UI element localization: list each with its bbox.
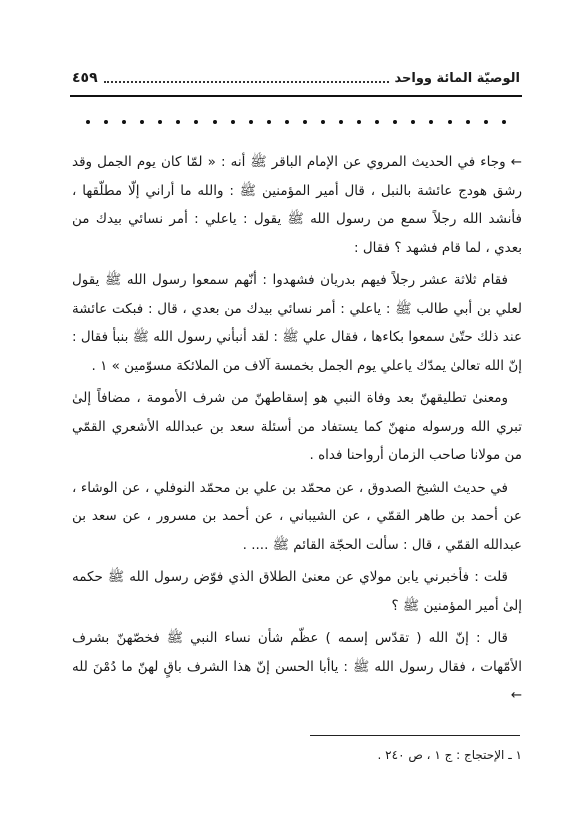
ornament-dot bbox=[249, 120, 253, 124]
ornament-dot bbox=[104, 120, 108, 124]
dot-ornament bbox=[86, 116, 506, 128]
page-number: ٤٥٩ bbox=[72, 70, 98, 86]
ornament-dot bbox=[303, 120, 307, 124]
ornament-dot bbox=[375, 120, 379, 124]
ornament-dot bbox=[339, 120, 343, 124]
dotted-leader bbox=[104, 81, 389, 83]
footnote-rule bbox=[310, 735, 520, 736]
ornament-dot bbox=[158, 120, 162, 124]
ornament-dot bbox=[448, 120, 452, 124]
ornament-dot bbox=[466, 120, 470, 124]
ornament-dot bbox=[285, 120, 289, 124]
chapter-title: الوصيّة المائة وواحد bbox=[394, 70, 520, 86]
paragraph-5: قلت : فأخبرني يابن مولاي عن معنىٰ الطلاق الذي فوّض رسول الله ﷺ حكمه إلىٰ أمير المؤمنين ﷺ ؟ bbox=[72, 569, 522, 614]
ornament-dot bbox=[502, 120, 506, 124]
paragraph-2: فقام ثلاثة عشر رجلاً فيهم بدريان فشهدوا : أنّهم سمعوا رسول الله ﷺ يقول لعلي بن أبي طالب ﷺ : ياعلي : أمر نسائي بيدك من بعدي ، قال : فبكت عائشة عند ذلك حتّىٰ سمعوا بكاءها ، فقال علي ﷺ : لقد أنبأني رسول الله ﷺ بنبأ فقال : إنّ الله تعالىٰ يمدّك ياعلي يوم الجمل بخمسة آلاف من الملائكة مسوّمين » ١ . bbox=[72, 272, 522, 374]
ornament-dot bbox=[86, 120, 90, 124]
ornament-dot bbox=[411, 120, 415, 124]
ornament-dot bbox=[194, 120, 198, 124]
body-text bbox=[72, 148, 522, 714]
running-header bbox=[72, 66, 520, 90]
ornament-dot bbox=[321, 120, 325, 124]
ornament-dot bbox=[176, 120, 180, 124]
ornament-dot bbox=[357, 120, 361, 124]
paragraph-1: ← وجاء في الحديث المروي عن الإمام الباقر ﷺ أنه : « لمّا كان يوم الجمل وقد رشق هودج عائشة بالنبل ، قال أمير المؤمنين ﷺ : والله ما أراني إلّا مطلّقها ، فأنشد الله رجلاً سمع من رسول الله ﷺ يقول : ياعلي : أمر نسائي بيدك من بعدي ، لما قام فشهد ؟ فقال : bbox=[72, 154, 522, 256]
footnote: ١ ـ الإحتجاج : ج ١ ، ص ٢٤٠ . bbox=[377, 748, 522, 762]
ornament-dot bbox=[484, 120, 488, 124]
ornament-dot bbox=[267, 120, 271, 124]
paragraph-4: في حديث الشيخ الصدوق ، عن محمّد بن علي بن محمّد النوفلي ، عن الوشاء ، عن أحمد بن طاهر القمّي ، عن الشيباني ، عن أحمد بن مسرور ، عن سعد بن عبدالله القمّي ، قال : سألت الحجّة القائم ﷺ .... . bbox=[72, 479, 522, 553]
paragraph-6: قال : إنّ الله ( تقدّس إسمه ) عظّم شأن نساء النبي ﷺ فخصّهنّ بشرف الأمّهات ، فقال رسول الله ﷺ : ياأبا الحسن إنّ هذا الشرف باقٍ لهنّ ما دُمْنَ لله ← bbox=[72, 630, 522, 703]
header-rule bbox=[70, 95, 522, 97]
ornament-dot bbox=[213, 120, 217, 124]
ornament-dot bbox=[122, 120, 126, 124]
ornament-dot bbox=[393, 120, 397, 124]
ornament-dot bbox=[429, 120, 433, 124]
ornament-dot bbox=[231, 120, 235, 124]
ornament-dot bbox=[140, 120, 144, 124]
paragraph-3: ومعنىٰ تطليقهنّ بعد وفاة النبي هو إسقاطهنّ من شرف الأمومة ، مضافاً إلىٰ تبري الله ورسوله منهنّ كما يستفاد من أسئلة سعد بن عبدالله الأشعري القمّي من مولانا صاحب الزمان أرواحنا فداه . bbox=[72, 390, 522, 463]
